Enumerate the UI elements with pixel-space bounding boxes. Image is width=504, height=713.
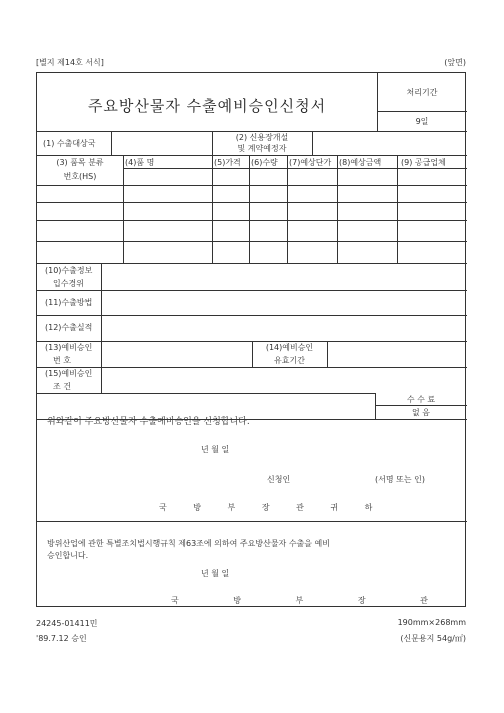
- supplier-label: (9) 공급업체: [401, 158, 446, 167]
- approval-statement-2: 승인합니다.: [47, 551, 89, 560]
- export-info-sublabel: 입수경위: [53, 279, 84, 288]
- approval-date-note: '89.7.12 승인: [36, 634, 87, 643]
- application-statement: 위와같이 주요방산물자 수출예비승인을 신청합니다.: [47, 417, 250, 427]
- hs-code-label: (3) 품목 분류: [56, 158, 104, 167]
- validity-sublabel: 유효기간: [274, 356, 305, 365]
- approval-condition-label: (15)예비승인: [45, 369, 93, 378]
- fee-label: 수 수 료: [406, 395, 436, 404]
- export-country-label: (1) 수출대상국: [43, 139, 96, 148]
- processing-period-label: 처리기간: [406, 88, 438, 97]
- approval-number-label: (13)예비승인: [45, 343, 93, 352]
- applicant-label: 신청인: [267, 475, 291, 484]
- processing-period-value: 9일: [415, 117, 429, 126]
- application-date: 년 월 일: [201, 445, 230, 454]
- contract-party-label: 및 계약예정자: [237, 144, 287, 153]
- approval-condition-sublabel: 조 건: [53, 382, 71, 391]
- addressee: 국 방 부 장 관 귀 하: [159, 503, 385, 512]
- approving-authority: 국 방 부 장 관: [171, 596, 454, 605]
- approval-statement-1: 방위산업에 관한 특별조치법시행규칙 제63조에 의하여 주요방산물자 수출을 예비: [47, 539, 331, 548]
- validity-label: (14)예비승인: [265, 343, 314, 352]
- export-record-label: (12)수출실적: [45, 323, 93, 332]
- approval-date: 년 월 일: [201, 569, 230, 578]
- form-code: 24245-01411민: [36, 619, 98, 628]
- application-form: [36, 72, 466, 607]
- approval-number-sublabel: 번 호: [53, 356, 71, 365]
- price-label: (5)가격: [214, 158, 241, 167]
- item-name-label: (4)품 명: [125, 158, 155, 167]
- paper-type: (신문용지 54g/㎡): [400, 634, 466, 643]
- unit-price-label: (7)예상단가: [289, 158, 332, 167]
- form-title: 주요방산물자 수출예비승인신청서: [87, 97, 327, 115]
- lc-opener-label: (2) 신용장개설: [235, 133, 289, 142]
- fee-value: 없 음: [412, 408, 430, 417]
- hs-code-sublabel: 번호(HS): [63, 172, 97, 181]
- export-info-label: (10)수출정보: [45, 266, 93, 275]
- export-method-label: (11)수출방법: [45, 298, 93, 307]
- quantity-label: (6)수량: [251, 158, 278, 167]
- amount-label: (8)예상금액: [339, 158, 382, 167]
- page-side: (앞면): [444, 58, 466, 67]
- paper-size: 190mm×268mm: [397, 618, 466, 627]
- form-number: [별지 제14호 서식]: [36, 58, 104, 67]
- signature-note: (서명 또는 인): [375, 475, 425, 484]
